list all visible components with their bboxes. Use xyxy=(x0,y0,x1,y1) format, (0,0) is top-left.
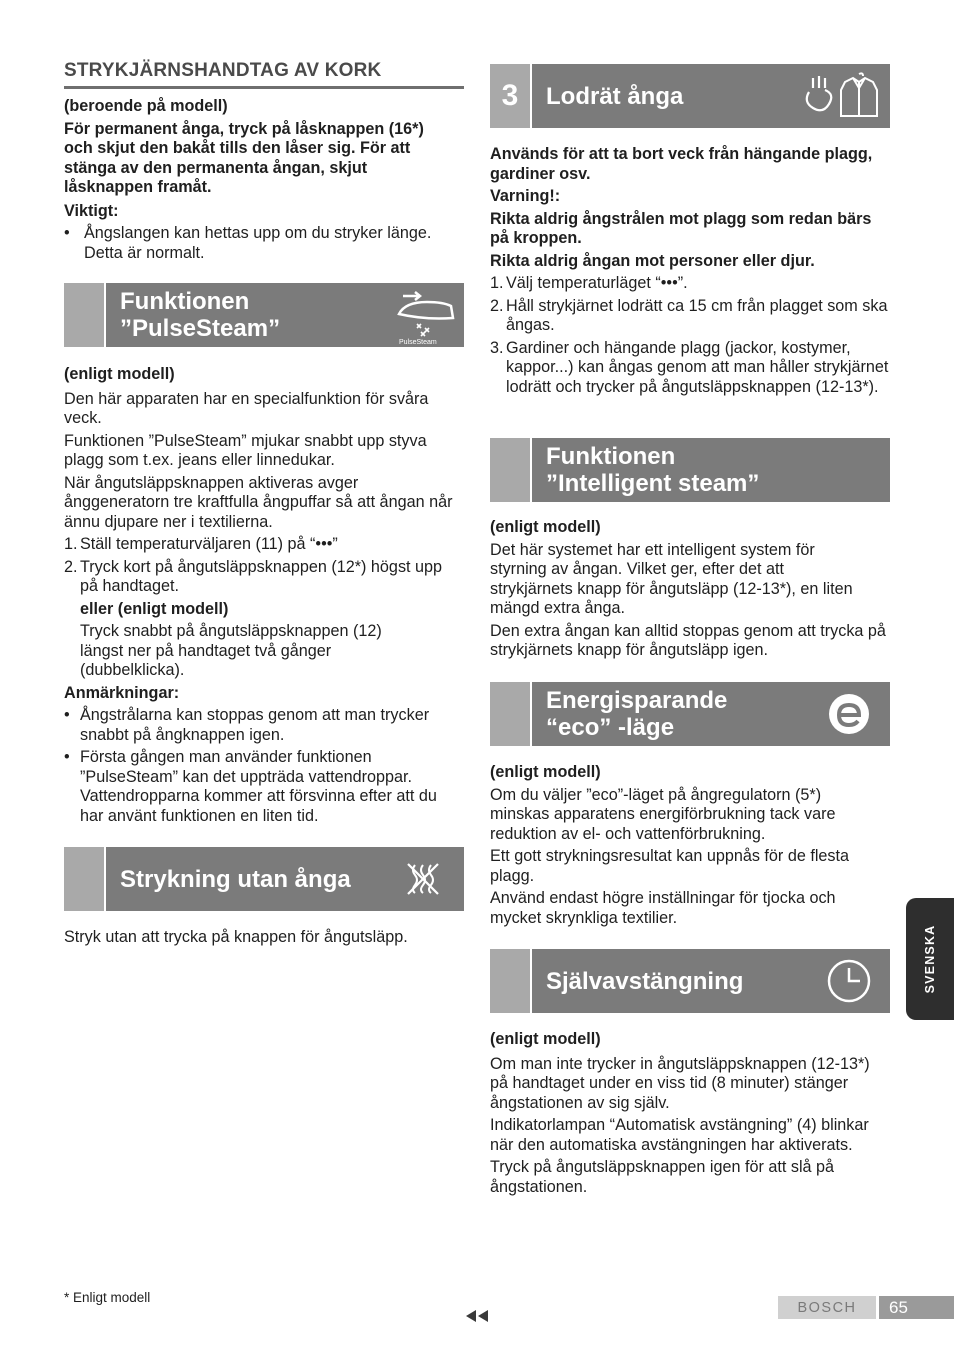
paragraph: Det här systemet har ett intelligent system för styrning av ångan. Vilket ger, efter det att strykjärnets knapp för ångutsläpp (12-13*), en liten mängd extra ånga. xyxy=(490,540,853,617)
model-note: (enligt modell) xyxy=(490,518,601,536)
list-item: • Ångstrålarna kan stoppas genom att man trycker snabbt på ångknappen igen. xyxy=(64,706,430,744)
auto-off-title: Självavstängning xyxy=(546,967,744,995)
intelligent-steam-section xyxy=(490,518,890,661)
paragraph: Använd endast högre inställningar för tjocka och mycket skrynkliga textilier. xyxy=(490,889,836,927)
banner-tab xyxy=(64,847,106,911)
no-steam-title: Strykning utan ånga xyxy=(120,865,351,893)
list-item: 3. Gardiner och hängande plagg (jackor, kostymer, kappor...) kan ångas genom att man håller strykjärnet lodrätt och trycker på ångutsläppsknappen (12-13*). xyxy=(490,338,889,396)
no-steam-banner xyxy=(64,847,464,911)
eco-mode-title: Energisparande “eco” -läge xyxy=(546,687,728,741)
banner-tab xyxy=(64,283,106,347)
iron-steam-icon xyxy=(394,284,458,346)
paragraph: Den extra ångan kan alltid stoppas genom att trycka på strykjärnets knapp för ångutsläpp igen. xyxy=(490,621,886,659)
model-note: (enligt modell) xyxy=(490,1030,601,1048)
paragraph: Om man inte trycker in ångutsläppsknappen (12-13*) på handtaget under en viss tid (8 minuter) stänger ångstationen av sig själv. xyxy=(490,1054,870,1112)
vertical-steam-title: Lodrät ånga xyxy=(546,82,684,110)
paragraph: Tryck snabbt på ångutsläppsknappen (12) längst ner på handtaget två gånger (dubbelklicka). xyxy=(80,622,382,679)
vertical-steam-section xyxy=(490,145,890,397)
banner-tab xyxy=(490,438,532,502)
model-note: (enligt modell) xyxy=(64,365,175,383)
previous-page-arrows-icon[interactable] xyxy=(464,1308,492,1329)
vertical-steam-banner xyxy=(490,64,890,128)
list-item: • Första gången man använder funktionen ”PulseSteam” kan det uppträda vattendroppar. Vattendropparna kommer att försvinna efter att du har använt funktionen en liten tid. xyxy=(64,748,437,825)
banner-tab xyxy=(490,682,532,746)
pulsesteam-title: Funktionen ”PulseSteam” xyxy=(120,288,281,342)
cork-instructions: För permanent ånga, tryck på låsknappen (16*) och skjut den bakåt tills den låser sig. För att stänga av den permanenta ångan, skjut låsknappen framåt. xyxy=(64,119,424,196)
clock-icon xyxy=(814,953,884,1009)
paragraph: Ett gott strykningsresultat kan uppnås för de flesta plagg. xyxy=(490,847,850,885)
vertical-steam-shirt-icon xyxy=(798,68,884,124)
notes-label: Anmärkningar: xyxy=(64,683,180,702)
language-tab: SVENSKA xyxy=(906,898,954,1020)
list-item: 1. Ställ temperaturväljaren (11) på “•••” xyxy=(64,535,338,553)
or-label: eller (enligt modell) xyxy=(80,599,229,618)
eco-mode-banner xyxy=(490,682,890,746)
pulsesteam-section xyxy=(64,365,464,826)
paragraph: När ångutsläppsknappen aktiveras avger ånggeneratorn tre kraftfulla ångpuffar så att ångan når ännu djupare ner i textilierna. xyxy=(64,473,453,531)
pulsesteam-icon-caption: PulseSteam xyxy=(399,339,437,346)
list-item: 2. Tryck kort på ångutsläppsknappen (12*) högst upp på handtaget. xyxy=(64,557,443,595)
warning-text: Rikta aldrig ångan mot personer eller djur. xyxy=(490,251,815,270)
paragraph: Om du väljer ”eco”-läget på ångregulatorn (5*) minskas apparatens energiförbrukning tack vare reduktion av el- och vattenförbrukning. xyxy=(490,785,836,843)
intelligent-steam-banner xyxy=(490,438,890,502)
eco-mode-section xyxy=(490,763,890,928)
auto-off-banner xyxy=(490,949,890,1013)
section-number: 3 xyxy=(490,64,532,128)
model-note: (enligt modell) xyxy=(490,763,601,781)
important-label: Viktigt: xyxy=(64,201,119,220)
banner-tab xyxy=(490,949,532,1013)
paragraph: Tryck på ångutsläppsknappen igen för att slå på ångstationen. xyxy=(490,1158,835,1196)
brand-label: BOSCH xyxy=(778,1296,876,1319)
intelligent-steam-title: Funktionen ”Intelligent steam” xyxy=(546,443,760,497)
paragraph: Indikatorlampan “Automatisk avstängning” (4) blinkar när den automatiska avstängningen har aktiverats. xyxy=(490,1116,869,1154)
no-steam-text: Stryk utan att trycka på knappen för ångutsläpp. xyxy=(64,928,408,946)
page-number: 65 xyxy=(879,1296,954,1319)
cork-handle-section xyxy=(64,97,464,263)
crossed-steam-icon xyxy=(388,851,458,907)
pulsesteam-banner xyxy=(64,283,464,347)
auto-off-section xyxy=(490,1030,890,1197)
paragraph: Den här apparaten har en specialfunktion för svåra veck. xyxy=(64,389,429,427)
vertical-intro: Används för att ta bort veck från hängande plagg, gardiner osv. xyxy=(490,145,873,183)
list-item: • Ångslangen kan hettas upp om du stryker länge. Detta är normalt. xyxy=(64,224,432,262)
cork-handle-heading: STRYKJÄRNSHANDTAG AV KORK xyxy=(64,60,464,89)
warning-label: Varning!: xyxy=(490,187,561,205)
model-note: (beroende på modell) xyxy=(64,97,228,115)
list-item: 1. Välj temperaturläget “•••”. xyxy=(490,274,688,292)
warning-text: Rikta aldrig ångstrålen mot plagg som redan bärs på kroppen. xyxy=(490,209,872,247)
footnote: * Enligt modell xyxy=(64,1290,151,1305)
eco-e-icon xyxy=(814,686,884,742)
paragraph: Funktionen ”PulseSteam” mjukar snabbt upp styva plagg som t.ex. jeans eller linnedukar. xyxy=(64,431,427,469)
list-item: 2. Håll strykjärnet lodrätt ca 15 cm från plagget som ska ångas. xyxy=(490,296,888,334)
